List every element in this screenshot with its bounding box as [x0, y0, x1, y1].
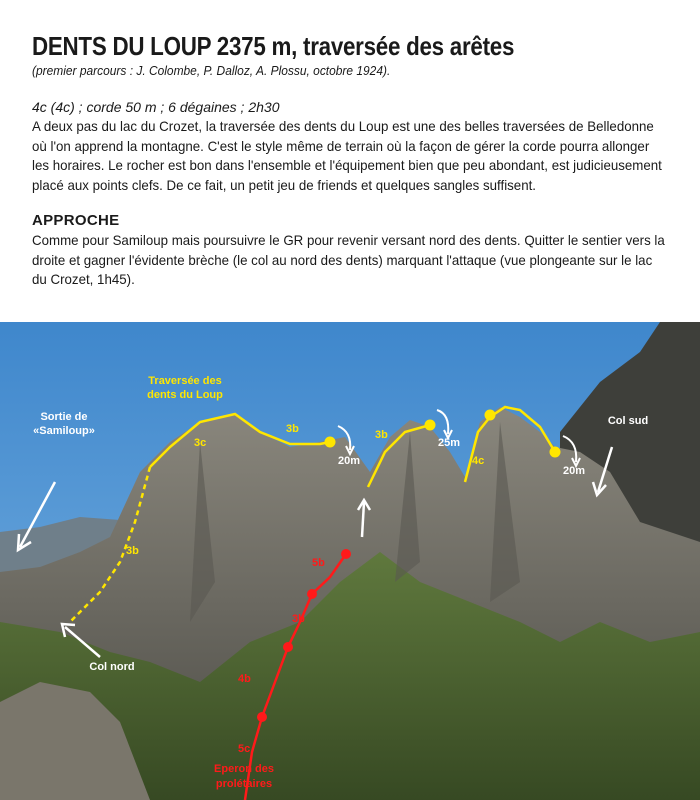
route-description: A deux pas du lac du Crozet, la traversée des dents du Loup est une des belles traversées de Belledonne où l'on apprend la montagne. C'est le style même de terrain où la façon de gérer la corde pourra allonger les horaires. Le rocher est bon dans l'ensemble et l'équipement bien que peu abondant, est judicieusement placé aux points clefs. De ce fait, un petit jeu de friends et quelques sangles suffisent.: [32, 118, 662, 193]
grade-3b: 3b: [375, 429, 388, 441]
label-sortie-line2: «Samiloup»: [33, 425, 95, 437]
label-sortie-line1: Sortie de: [40, 411, 88, 423]
belay: [257, 712, 267, 722]
grade-3b: 3b: [126, 545, 139, 557]
grade-3b-red: 3b: [292, 613, 305, 625]
rappel-anchor: [325, 437, 336, 448]
text-block: [32, 30, 682, 290]
label-col-nord: Col nord: [89, 661, 135, 673]
grade-4b: 4b: [238, 673, 251, 685]
grade-3c: 3c: [194, 437, 207, 449]
rappel-anchor: [485, 410, 496, 421]
belay: [283, 642, 293, 652]
route-specs: 4c (4c) ; corde 50 m ; 6 dégaines ; 2h30: [32, 99, 280, 115]
label-traverse-line2: dents du Loup: [147, 389, 223, 401]
grade-5b: 5b: [312, 557, 325, 569]
rappel-anchor: [550, 447, 561, 458]
rappel-anchor: [425, 420, 436, 431]
first-ascent-note: (premier parcours : J. Colombe, P. Dalloz, A. Plossu, octobre 1924).: [32, 63, 391, 78]
rappel-20m: 20m: [338, 455, 361, 467]
topo-illustration: [0, 322, 700, 800]
label-col-sud: Col sud: [607, 415, 649, 427]
rappel-20m: 20m: [563, 465, 586, 477]
label-eperon-line2: prolétaires: [215, 778, 273, 790]
grade-5c: 5c: [238, 743, 251, 755]
belay: [307, 589, 317, 599]
grade-4c: 4c: [472, 455, 485, 467]
rappel-25m: 25m: [438, 437, 461, 449]
route-topo-photo: [0, 322, 700, 800]
approach-text: Comme pour Samiloup mais poursuivre le GR pour revenir versant nord des dents. Quitter le sentier vers la droite et gagner l'évidente brèche (le col au nord des dents) marquant l'attaque (vue plongeante sur le lac du Crozet, 1h45).: [32, 232, 665, 287]
page-title: DENTS DU LOUP 2375 m, traversée des arêtes: [32, 31, 515, 61]
grade-3b: 3b: [286, 423, 299, 435]
approach-heading: APPROCHE: [32, 212, 120, 229]
label-eperon-line1: Eperon des: [214, 763, 274, 775]
label-traverse-line1: Traversée des: [148, 375, 222, 387]
belay: [341, 549, 351, 559]
